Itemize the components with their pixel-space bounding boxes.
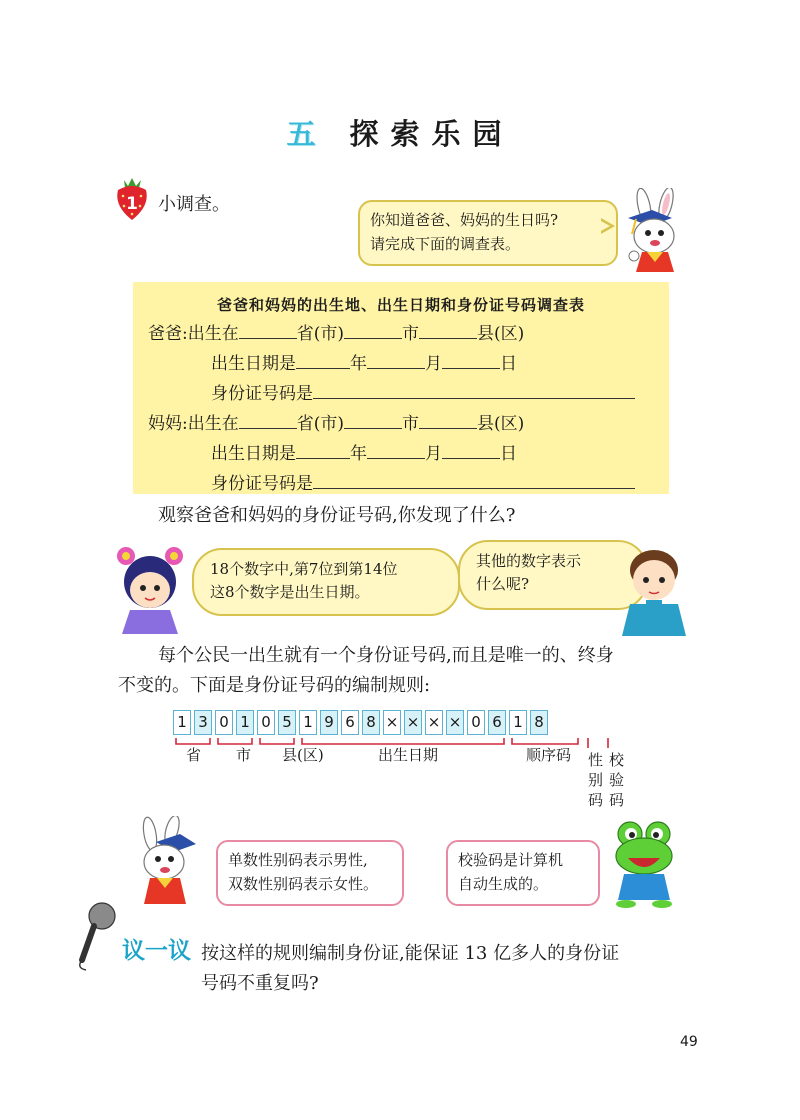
id-number-blank[interactable] (313, 378, 635, 399)
id-digit: 1 (173, 710, 191, 735)
day-label: 日 (500, 444, 517, 464)
id-digit: 9 (320, 710, 338, 735)
month-blank[interactable] (367, 348, 425, 369)
county-label: 县(区) (477, 414, 525, 434)
dad-birthplace-row (148, 318, 524, 346)
dad-id-row (211, 378, 635, 406)
girl-illustration (112, 540, 190, 634)
dad-label: 爸爸: (148, 324, 188, 344)
id-digit: 1 (509, 710, 527, 735)
id-digit: 0 (257, 710, 275, 735)
rabbit-illustration (614, 188, 694, 274)
id-digit: × (425, 710, 443, 735)
city-blank[interactable] (344, 318, 402, 339)
bubble-line: 校验码是计算机 (458, 851, 564, 869)
birth-date-label: 出生日期是 (211, 444, 296, 464)
discuss-line: 按这样的规则编制身份证,能保证 13 亿多人的身份证 (201, 943, 620, 964)
province-blank[interactable] (239, 408, 297, 429)
discuss-line: 号码不重复吗? (201, 973, 319, 994)
id-digit: × (383, 710, 401, 735)
discuss-label: 议一议 (122, 938, 191, 964)
label-birth-date: 出生日期 (378, 746, 439, 764)
month-label: 月 (425, 354, 442, 374)
bubble-line: 单数性别码表示男性, (228, 851, 368, 869)
dad-birthdate-row (211, 348, 517, 376)
province-label: 省(市) (296, 414, 344, 434)
unit-number: 五 (286, 117, 316, 151)
mom-birthdate-row (211, 438, 517, 466)
cloud-line: 什么呢? (476, 575, 530, 593)
label-province: 省 (186, 746, 202, 764)
bubble-line: 双数性别码表示女性。 (228, 875, 379, 893)
strawberry-number-icon (112, 176, 152, 222)
day-blank[interactable] (442, 438, 500, 459)
county-blank[interactable] (419, 408, 477, 429)
id-digit: 8 (362, 710, 380, 735)
county-blank[interactable] (419, 318, 477, 339)
label-city: 市 (236, 746, 252, 764)
cloud-line: 其他的数字表示 (476, 552, 582, 570)
survey-title: 爸爸和妈妈的出生地、出生日期和身份证号码调查表 (216, 296, 585, 314)
rabbit-illustration (126, 816, 202, 906)
boy-illustration (614, 540, 694, 636)
id-digit: 0 (467, 710, 485, 735)
frog-illustration (604, 816, 686, 910)
id-number-example (173, 710, 548, 735)
day-blank[interactable] (442, 348, 500, 369)
birth-date-label: 出生日期是 (211, 354, 296, 374)
city-label: 市 (402, 414, 419, 434)
cloud-line: 18个数字中,第7位到第14位 (210, 560, 398, 578)
born-in-label: 出生在 (187, 414, 239, 434)
id-digit: 5 (278, 710, 296, 735)
microphone-icon (74, 900, 122, 972)
frog-speech-bubble (446, 840, 600, 906)
city-blank[interactable] (344, 408, 402, 429)
paragraph-line: 不变的。下面是身份证号码的编制规则: (118, 675, 431, 696)
city-label: 市 (402, 324, 419, 344)
label-gender-code: 性别码 (588, 751, 604, 809)
cloud-line: 这8个数字是出生日期。 (210, 583, 370, 601)
province-label: 省(市) (296, 324, 344, 344)
id-number-label: 身份证号码是 (211, 474, 313, 494)
question-text: 观察爸爸和妈妈的身份证号码,你发现了什么? (158, 505, 516, 526)
id-digit: 3 (194, 710, 212, 735)
id-digit: 1 (236, 710, 254, 735)
month-label: 月 (425, 444, 442, 464)
girl-speech-cloud (192, 548, 460, 616)
rabbit-speech-bubble (216, 840, 404, 906)
id-number-blank[interactable] (313, 468, 635, 489)
id-digit: 0 (215, 710, 233, 735)
day-label: 日 (500, 354, 517, 374)
county-label: 县(区) (477, 324, 525, 344)
bubble-line: 请完成下面的调查表。 (370, 235, 521, 253)
paragraph-line: 每个公民一出生就有一个身份证号码,而且是唯一的、终身 (158, 645, 614, 666)
label-check-code: 校验码 (609, 751, 625, 809)
page-title (0, 112, 800, 153)
id-digit: 6 (488, 710, 506, 735)
bubble-line: 自动生成的。 (458, 875, 549, 893)
page-number: 49 (680, 1034, 698, 1050)
born-in-label: 出生在 (187, 324, 239, 344)
mom-id-row (211, 468, 635, 496)
id-digit: 1 (299, 710, 317, 735)
id-digit: × (404, 710, 422, 735)
province-blank[interactable] (239, 318, 297, 339)
bubble-line: 你知道爸爸、妈妈的生日吗? (370, 211, 559, 229)
label-sequence-code: 顺序码 (526, 746, 572, 764)
month-blank[interactable] (367, 438, 425, 459)
year-blank[interactable] (296, 438, 350, 459)
bubble-tail-fill (599, 220, 610, 232)
year-label: 年 (350, 444, 367, 464)
speech-bubble-rabbit (358, 200, 618, 266)
activity-title: 小调查。 (158, 194, 230, 215)
id-digit: 8 (530, 710, 548, 735)
year-label: 年 (350, 354, 367, 374)
year-blank[interactable] (296, 348, 350, 369)
activity-number: 1 (126, 194, 138, 214)
mom-birthplace-row (148, 408, 524, 436)
id-digit: × (446, 710, 464, 735)
id-number-label: 身份证号码是 (211, 384, 313, 404)
label-county: 县(区) (282, 746, 324, 764)
id-digit: 6 (341, 710, 359, 735)
mom-label: 妈妈: (148, 414, 188, 434)
unit-name: 探索乐园 (349, 117, 514, 151)
